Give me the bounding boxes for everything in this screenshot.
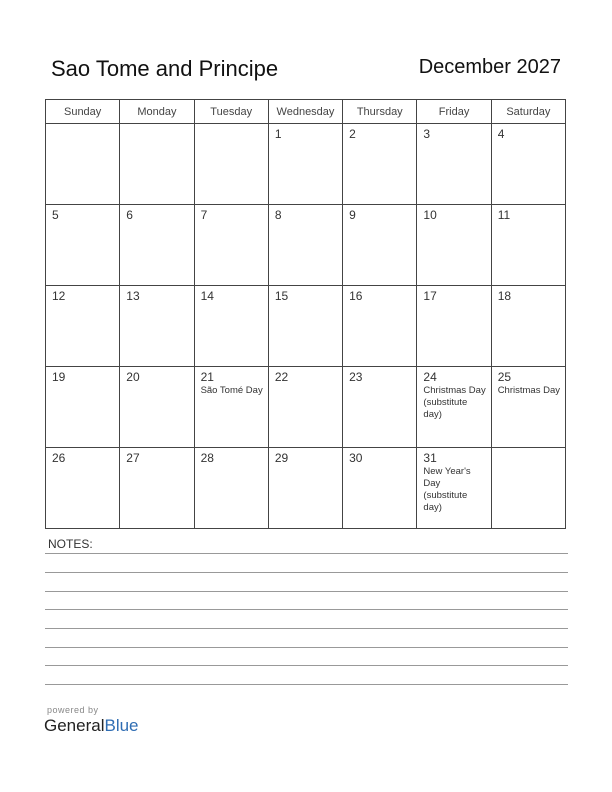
brand-blue: Blue: [104, 716, 139, 735]
generalblue-logo: [44, 716, 139, 736]
calendar-day-cell: [491, 124, 565, 205]
day-number: 21: [200, 370, 214, 384]
calendar-day-cell: [46, 448, 120, 529]
weekday-tuesday: Tuesday: [194, 100, 268, 124]
calendar-day-cell: [491, 205, 565, 286]
day-number: 11: [497, 208, 511, 222]
calendar-day-cell: [343, 367, 417, 448]
calendar-month-title: December 2027: [418, 56, 561, 78]
day-number: 6: [126, 208, 133, 222]
weekday-header-row: [46, 100, 566, 124]
brand-general: General: [44, 716, 105, 735]
calendar-day-cell: [194, 286, 268, 367]
weekday-sunday: Sunday: [46, 100, 120, 124]
holiday-label: São Tomé Day: [200, 385, 263, 396]
day-number: 26: [52, 451, 66, 465]
day-number: 31: [423, 451, 437, 465]
calendar-day-cell: [120, 124, 194, 205]
calendar-day-cell: [417, 205, 491, 286]
calendar-day-cell: [268, 124, 342, 205]
powered-by-label: powered by: [47, 705, 99, 715]
calendar-week-row: [46, 205, 566, 286]
day-number: 9: [349, 208, 356, 222]
calendar-day-cell: [120, 205, 194, 286]
calendar-day-cell: [491, 286, 565, 367]
calendar-day-cell: [343, 286, 417, 367]
calendar-day-cell: [268, 367, 342, 448]
day-number: 17: [423, 289, 437, 303]
day-number: 1: [274, 127, 282, 141]
calendar-day-cell: [343, 448, 417, 529]
day-number: 4: [497, 127, 505, 141]
day-number: 13: [126, 289, 140, 303]
notes-line: [45, 628, 568, 629]
calendar-week-row: [46, 124, 566, 205]
calendar-day-cell: [194, 205, 268, 286]
weekday-wednesday: Wednesday: [268, 100, 342, 124]
calendar-day-cell: [120, 286, 194, 367]
calendar-day-cell: [46, 205, 120, 286]
day-number: 12: [52, 289, 66, 303]
calendar-day-cell: [120, 448, 194, 529]
weekday-friday: Friday: [417, 100, 491, 124]
notes-label: NOTES:: [48, 537, 93, 551]
calendar-day-cell: [46, 124, 120, 205]
day-number: 22: [274, 370, 289, 384]
holiday-label: Christmas Day (substitute day): [423, 385, 486, 420]
calendar-day-cell: [268, 286, 342, 367]
notes-line: [45, 647, 568, 648]
day-number: 3: [423, 127, 431, 141]
day-number: 10: [423, 208, 437, 222]
calendar-day-cell: [491, 367, 565, 448]
day-number: 5: [52, 208, 59, 222]
holiday-label: Christmas Day: [497, 385, 560, 396]
calendar-day-cell: [491, 448, 565, 529]
notes-line: [45, 665, 568, 666]
calendar-day-cell: [417, 124, 491, 205]
calendar-week-row: [46, 448, 566, 529]
day-number: 16: [349, 289, 363, 303]
notes-line: [45, 684, 568, 685]
calendar-day-cell: [417, 448, 491, 529]
notes-line: [45, 609, 568, 610]
weekday-saturday: Saturday: [491, 100, 565, 124]
calendar-day-cell: [417, 286, 491, 367]
calendar-grid: [45, 99, 566, 529]
calendar-day-cell: [268, 448, 342, 529]
day-number: 15: [274, 289, 289, 303]
calendar-day-cell: [417, 367, 491, 448]
day-number: 18: [497, 289, 512, 303]
calendar-week-row: [46, 286, 566, 367]
notes-line: [45, 572, 568, 573]
day-number: 19: [52, 370, 66, 384]
holiday-label: New Year's Day (substitute day): [423, 466, 471, 513]
calendar-day-cell: [194, 367, 268, 448]
calendar-week-row: [46, 367, 566, 448]
calendar-day-cell: [120, 367, 194, 448]
day-number: 30: [349, 451, 363, 465]
calendar-day-cell: [268, 205, 342, 286]
day-number: 24: [423, 370, 437, 384]
notes-line: [45, 591, 568, 592]
day-number: 25: [497, 370, 512, 384]
calendar-day-cell: [194, 448, 268, 529]
weekday-monday: Monday: [120, 100, 194, 124]
notes-line: [45, 553, 568, 554]
day-number: 7: [200, 208, 208, 222]
day-number: 28: [200, 451, 214, 465]
day-number: 2: [349, 127, 356, 141]
calendar-day-cell: [46, 286, 120, 367]
calendar-day-cell: [343, 205, 417, 286]
weekday-thursday: Thursday: [343, 100, 417, 124]
day-number: 27: [126, 451, 140, 465]
calendar-country-title: Sao Tome and Principe: [51, 56, 279, 81]
day-number: 29: [274, 451, 289, 465]
day-number: 23: [349, 370, 363, 384]
calendar-day-cell: [343, 124, 417, 205]
day-number: 8: [274, 208, 282, 222]
day-number: 14: [200, 289, 214, 303]
calendar-day-cell: [46, 367, 120, 448]
calendar-day-cell: [194, 124, 268, 205]
day-number: 20: [126, 370, 140, 384]
